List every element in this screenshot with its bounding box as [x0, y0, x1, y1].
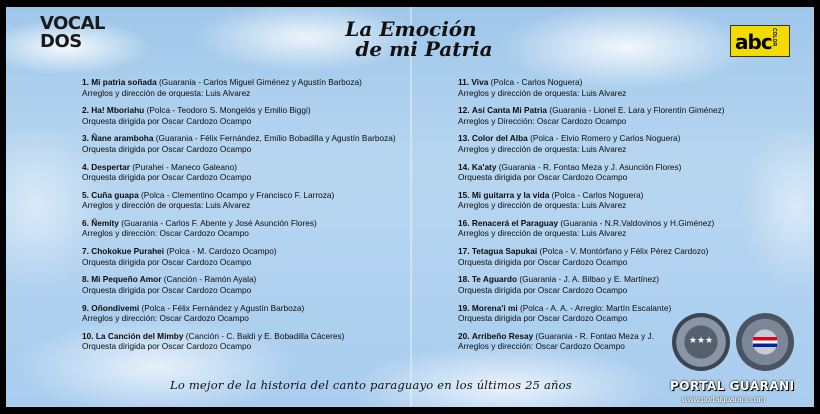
brand-top: VOCAL: [40, 13, 106, 34]
seal-icon: [672, 313, 730, 371]
track-credit: Arreglos y Dirección: Oscar Cardozo Ocampo: [458, 115, 627, 126]
track-number: 18.: [458, 274, 470, 285]
title-line-2: de mi Patria: [355, 37, 493, 61]
track-credit: Arreglos y dirección de orquesta: Luis Alvarez: [458, 87, 627, 98]
track-info: (Polca - Carlos Noguera): [551, 189, 644, 200]
track-item: [82, 133, 402, 154]
track-title: Oñondivemi: [91, 302, 140, 313]
track-credit: Arreglos y dirección: Oscar Cardozo Ocampo: [82, 228, 249, 239]
track-number: 7.: [82, 246, 89, 257]
track-number: 16.: [458, 217, 470, 228]
track-info: (Guarania - R. Fontao Meza y J. Asunción Flores): [498, 161, 682, 172]
track-title: Ha! Mboriahu: [91, 105, 145, 116]
track-title: Viva: [471, 77, 489, 87]
track-item: [82, 77, 402, 98]
track-credit: Orquesta dirigida por Oscar Cardozo Ocampo: [458, 256, 628, 267]
track-item: [82, 190, 402, 211]
track-title: Ñane aramboha: [91, 133, 154, 144]
vocal-dos-logo: [40, 15, 105, 51]
watermark-url: www.portalguarani.com: [682, 395, 766, 404]
track-number: 19.: [458, 302, 470, 313]
brand-bottom: DOS: [40, 31, 82, 52]
track-info: (Polca - V. Montórfano y Félix Pérez Cardozo): [539, 246, 709, 257]
track-credit: Orquesta dirigida por Oscar Cardozo Ocampo: [82, 284, 252, 295]
track-credit: Arreglos y dirección de orquesta: Luis Alvarez: [458, 200, 627, 211]
track-number: 11.: [458, 77, 470, 87]
track-credit: Arreglos y dirección: Oscar Cardozo Ocampo: [82, 313, 249, 323]
track-item: [458, 77, 758, 98]
track-credit: Orquesta dirigida por Oscar Cardozo Ocampo: [82, 256, 252, 267]
track-credit: Arreglos y dirección de orquesta: Luis Alvarez: [82, 87, 251, 98]
track-title: Color del Alba: [471, 133, 528, 144]
track-title: Te Aguardo: [471, 274, 518, 285]
track-number: 2.: [82, 105, 89, 116]
track-credit: Arreglos y dirección de orquesta: Luis Alvarez: [458, 228, 627, 239]
track-number: 4.: [82, 161, 89, 172]
track-heading: [82, 331, 344, 341]
track-info: (Guarania - R. Fontao Meza y J.: [535, 330, 655, 341]
track-title: Mi Pequeño Amor: [91, 274, 162, 285]
track-item: [458, 218, 758, 239]
track-info: (Guarania - Félix Fernández, Emilio Bobadilla y Agustín Barboza): [155, 133, 396, 144]
track-heading: [458, 77, 582, 87]
logo-color: COLOR: [771, 28, 777, 47]
track-title: Cuña guapa: [91, 189, 139, 200]
track-title: Renacerá el Paraguay: [471, 217, 559, 228]
track-heading: [82, 274, 256, 284]
track-item: [458, 162, 758, 183]
track-number: 17.: [458, 246, 470, 257]
track-item: [82, 331, 402, 352]
track-info: (Guarania - Carlos Miguel Giménez y Agustín Barboza): [159, 77, 362, 87]
track-heading: [458, 303, 671, 313]
track-title: Arribeño Resay: [471, 330, 534, 341]
track-heading: [458, 331, 654, 341]
track-heading: [82, 105, 311, 115]
track-heading: [458, 246, 708, 256]
track-title: Despertar: [91, 161, 130, 172]
track-info: (Polca - Elvio Romero y Carlos Noguera): [530, 133, 681, 144]
track-info: (Polca - M. Cardozo Ocampo): [166, 246, 277, 257]
track-item: [82, 218, 402, 239]
track-heading: [82, 303, 304, 313]
track-heading: [458, 162, 681, 172]
track-info: (Canción - C. Baldi y E. Bobadilla Cáceres): [185, 330, 345, 341]
track-title: Ka'aty: [471, 161, 497, 172]
track-heading: [82, 77, 362, 87]
track-heading: [82, 246, 277, 256]
track-credit: Orquesta dirigida por Oscar Cardozo Ocampo: [82, 143, 252, 154]
track-item: [458, 105, 758, 126]
track-info: (Polca - Teodoro S. Mongelós y Emilio Biggi): [146, 105, 311, 116]
track-credit: Orquesta dirigida por Oscar Cardozo Ocampo: [82, 172, 252, 183]
title-line-1: La Emoción: [345, 17, 477, 41]
track-heading: [458, 133, 680, 143]
track-title: Chokokue Purahei: [91, 246, 165, 257]
track-credit: Orquesta dirigida por Oscar Cardozo Ocampo: [458, 172, 628, 183]
track-title: Mi patria soñada: [91, 77, 157, 87]
track-heading: [82, 162, 237, 172]
track-heading: [82, 218, 317, 228]
track-title: La Canción del Mimby: [95, 330, 184, 341]
track-info: (Purahei - Maneco Galeano): [132, 161, 237, 172]
track-info: (Guarania - N.R.Valdovinos y H.Giménez): [560, 217, 715, 228]
track-number: 9.: [82, 302, 89, 313]
track-credit: Orquesta dirigida por Oscar Cardozo Ocampo: [82, 115, 252, 126]
track-credit: Orquesta dirigida por Oscar Cardozo Ocampo: [458, 313, 628, 323]
track-number: 13.: [458, 133, 470, 144]
track-credit: Orquesta dirigida por Oscar Cardozo Ocampo: [82, 341, 252, 352]
track-item: [458, 190, 758, 211]
track-item: [82, 303, 402, 324]
track-item: [82, 246, 402, 267]
track-item: [82, 105, 402, 126]
emblem-icon: [736, 313, 794, 371]
track-number: 15.: [458, 189, 470, 200]
track-number: 8.: [82, 274, 89, 285]
track-number: 20.: [458, 330, 470, 341]
track-heading: [82, 133, 396, 143]
track-number: 10.: [82, 330, 94, 341]
track-number: 12.: [458, 105, 470, 116]
track-number: 14.: [458, 161, 470, 172]
track-number: 3.: [82, 133, 89, 144]
portal-guarani-watermark: PORTAL GUARANI: [670, 379, 795, 393]
tagline: Lo mejor de la historia del canto paraguayo en los últimos 25 años: [170, 378, 572, 392]
track-credit: Arreglos y dirección de orquesta: Luis Alvarez: [458, 143, 627, 154]
track-number: 6.: [82, 217, 89, 228]
album-title: [306, 19, 516, 59]
track-info: (Guarania - J. A. Bilbao y E. Martínez): [519, 274, 660, 285]
track-info: (Guarania - Lionel E. Lara y Florentín Giménez): [549, 105, 725, 116]
track-item: [458, 133, 758, 154]
track-item: [82, 162, 402, 183]
track-credit: Orquesta dirigida por Oscar Cardozo Ocampo: [458, 284, 628, 295]
track-info: (Polca - Clementino Ocampo y Francisco F. Larroza): [141, 189, 335, 200]
track-info: (Polca - Félix Fernández y Agustín Barboza): [141, 302, 305, 313]
track-credit: Arreglos y dirección de orquesta: Luis Alvarez: [82, 200, 251, 211]
track-title: Tetagua Sapukai: [471, 246, 538, 257]
track-title: Morena'i mi: [471, 302, 518, 313]
track-credit: Arreglos y dirección: Oscar Cardozo Ocampo: [458, 341, 625, 352]
abc-color-logo: [730, 25, 790, 57]
track-title: Ñemity: [91, 217, 119, 228]
track-heading: [458, 105, 725, 115]
booklet-fold: [410, 7, 412, 407]
track-item: [458, 274, 758, 295]
track-number: 1.: [82, 77, 89, 87]
track-info: (Canción - Ramón Ayala): [163, 274, 257, 285]
track-heading: [82, 190, 334, 200]
track-heading: [458, 190, 643, 200]
track-info: (Guarania - Carlos F. Abente y José Asunción Flores): [121, 217, 317, 228]
track-info: (Polca - Carlos Noguera): [490, 77, 583, 87]
flag-icon: [753, 337, 777, 347]
track-title: Así Canta Mi Patria: [471, 105, 548, 116]
track-item: [458, 246, 758, 267]
track-heading: [458, 274, 659, 284]
track-number: 5.: [82, 189, 89, 200]
cd-booklet: [6, 7, 814, 407]
track-info: (Polca - A. A. - Arreglo: Martín Escalante): [519, 302, 672, 313]
track-heading: [458, 218, 714, 228]
logo-word: abc: [735, 30, 772, 54]
track-item: [82, 274, 402, 295]
stars-icon: ★★★: [688, 335, 714, 345]
tracklist-left: [82, 77, 402, 359]
track-title: Mi guitarra y la vida: [471, 189, 550, 200]
